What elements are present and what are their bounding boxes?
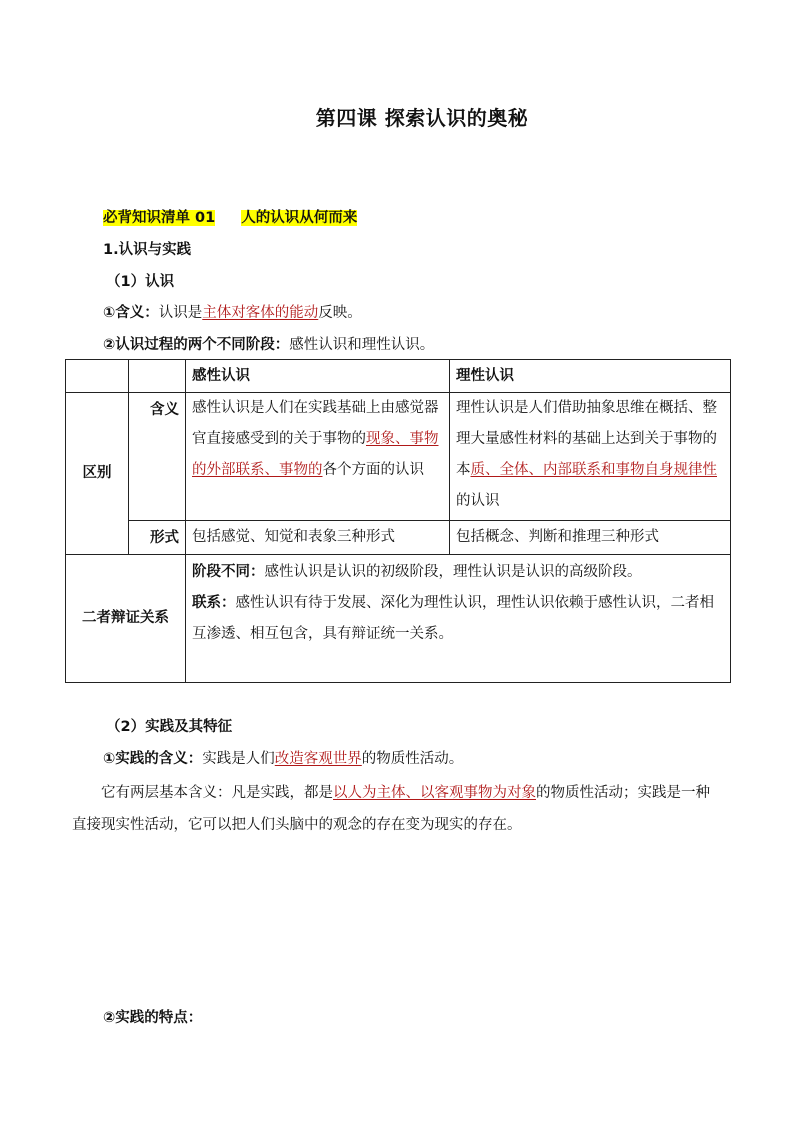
definition-pre: 认识是 bbox=[158, 305, 203, 321]
table-cell-empty bbox=[129, 360, 186, 393]
sensory-meaning-pre: 感性认识是人们在实践基础上由感觉器官直接感受到的关于事物的 bbox=[192, 400, 439, 447]
table-row bbox=[66, 555, 731, 683]
stages-text: 感性认识和理性认识。 bbox=[289, 337, 435, 353]
section-label: 必背知识清单 01 bbox=[103, 210, 216, 226]
page-title: 第四课 探索认识的奥秘 bbox=[315, 106, 529, 130]
relation-link-label: 联系： bbox=[192, 595, 236, 611]
section-heading bbox=[103, 206, 357, 227]
table-row bbox=[66, 521, 731, 555]
practice-para-post: 的物质性活动；实践是一种直接现实性活动，它可以把人们头脑中的观念的存在变为现实的存在。 bbox=[72, 785, 710, 833]
row-label-relation: 二者辩证关系 bbox=[66, 555, 186, 683]
practice-features-heading: ②实践的特点： bbox=[103, 1010, 203, 1026]
rational-meaning-key: 质、全体、内部联系和事物自身规律性 bbox=[470, 462, 717, 478]
sensory-meaning-key: 现象、事物的外部联系、事物的 bbox=[192, 431, 439, 478]
practice-def-pre: 实践是人们 bbox=[202, 751, 275, 767]
row-label-form: 形式 bbox=[129, 521, 186, 555]
table-cell-empty bbox=[66, 360, 129, 393]
sensory-meaning-post: 各个方面的认识 bbox=[322, 462, 424, 478]
sensory-meaning bbox=[186, 393, 450, 521]
practice-definition bbox=[103, 747, 463, 768]
relation-stage-label: 阶段不同： bbox=[192, 564, 265, 580]
sensory-form: 包括感觉、知觉和表象三种形式 bbox=[186, 521, 450, 555]
practice-def-prefix: ①实践的含义： bbox=[103, 751, 203, 767]
rational-meaning bbox=[450, 393, 731, 521]
definition-prefix: ①含义： bbox=[103, 305, 159, 321]
rational-form: 包括概念、判断和推理三种形式 bbox=[450, 521, 731, 555]
practice-para-key: 以人为主体、以客观事物为对象 bbox=[333, 785, 536, 801]
header-sensory: 感性认识 bbox=[186, 360, 450, 393]
comparison-table bbox=[65, 359, 731, 683]
rational-meaning-post: 的认识 bbox=[456, 493, 500, 509]
practice-para-pre: 它有两层基本含义：凡是实践，都是 bbox=[101, 785, 333, 801]
heading-cognition: （1）认识 bbox=[106, 274, 175, 290]
practice-paragraph bbox=[72, 777, 724, 841]
stages-line bbox=[103, 333, 434, 354]
row-label-meaning: 含义 bbox=[129, 393, 186, 521]
relation-link-text: 感性认识有待于发展、深化为理性认识，理性认识依赖于感性认识，二者相互渗透、相互包含，具有辩证统一关系。 bbox=[192, 595, 714, 642]
definition-post: 反映。 bbox=[318, 305, 362, 321]
table-row bbox=[66, 393, 731, 521]
heading-1: 1.认识与实践 bbox=[103, 242, 192, 258]
rational-meaning-pre: 理性认识是人们借助抽象思维在概括、整理大量感性材料的基础上达到关于事物的本 bbox=[456, 400, 717, 478]
practice-def-post: 的物质性活动。 bbox=[361, 751, 464, 767]
definition-line bbox=[103, 301, 362, 322]
table-row bbox=[66, 360, 731, 393]
relation-stage bbox=[192, 557, 724, 588]
stages-prefix: ②认识过程的两个不同阶段： bbox=[103, 337, 290, 353]
section-topic: 人的认识从何而来 bbox=[241, 210, 358, 226]
header-rational: 理性认识 bbox=[450, 360, 731, 393]
row-label-difference: 区别 bbox=[66, 393, 129, 555]
relation-link bbox=[192, 588, 724, 650]
relation-cell bbox=[186, 555, 731, 683]
practice-def-key: 改造客观世界 bbox=[274, 751, 362, 767]
relation-stage-text: 感性认识是认识的初级阶段，理性认识是认识的高级阶段。 bbox=[264, 564, 642, 580]
heading-practice: （2）实践及其特征 bbox=[106, 719, 233, 735]
definition-key: 主体对客体的能动 bbox=[202, 305, 319, 321]
